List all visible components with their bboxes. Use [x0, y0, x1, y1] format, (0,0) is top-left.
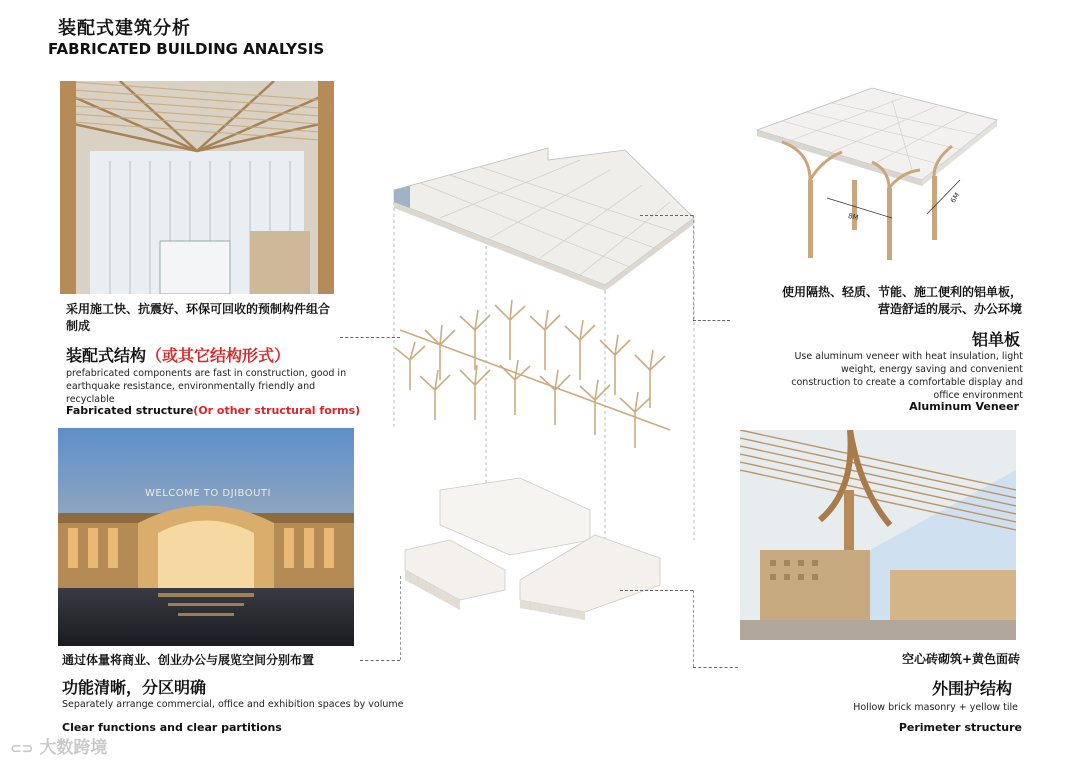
facade-render-photo	[58, 428, 354, 646]
structure-heading-cn-red: （或其它结构形式）	[146, 346, 291, 365]
structure-heading-cn: 装配式结构	[66, 346, 147, 365]
dimension-label-a: 8M	[847, 211, 860, 223]
veneer-canopy-diagram	[752, 80, 1002, 270]
veneer-desc-en: Use aluminum veneer with heat insulation, light weight, energy saving and convenient construction to create a comfortable display and office environment	[791, 351, 1023, 401]
welcome-sign: WELCOME TO DJIBOUTI	[145, 488, 271, 499]
perimeter-heading-cn: 外围护结构	[931, 679, 1012, 698]
dimension-label-b: 6M	[948, 191, 962, 205]
watermark-logo-icon: ⊂⊃	[10, 741, 34, 757]
page-title-en: FABRICATED BUILDING ANALYSIS	[48, 40, 325, 58]
interior-render-photo	[60, 81, 334, 294]
leader-line-veneer-top	[640, 215, 693, 216]
leader-line-perimeter-top	[620, 590, 693, 591]
leader-line-perimeter-h	[693, 667, 738, 668]
perimeter-caption-cn: 空心砖砌筑+黄色面砖	[901, 652, 1020, 666]
exploded-axonometric-diagram	[380, 130, 710, 620]
veneer-heading-cn: 铝单板	[971, 330, 1020, 349]
veneer-label-en: Aluminum Veneer	[909, 400, 1019, 413]
perimeter-desc-en: Hollow brick masonry + yellow tile	[853, 702, 1018, 713]
function-desc-en: Separately arrange commercial, office and exhibition spaces by volume	[62, 699, 404, 710]
structure-label	[66, 404, 360, 417]
structure-label-en-red: (Or other structural forms)	[193, 404, 361, 417]
structure-label-en: Fabricated structure	[66, 404, 194, 417]
function-label-en: Clear functions and clear partitions	[62, 721, 282, 734]
function-caption-cn: 通过体量将商业、创业办公与展览空间分别布置	[62, 653, 315, 667]
structure-caption-cn: 采用施工快、抗震好、环保可回收的预制构件组合制成	[66, 302, 331, 333]
leader-line-veneer-v	[693, 215, 694, 320]
perimeter-label-en: Perimeter structure	[898, 721, 1022, 734]
leader-line-structure	[340, 337, 400, 338]
leader-line-function-h	[360, 660, 400, 661]
structure-heading	[66, 343, 290, 366]
watermark-text: 大数跨境	[39, 738, 108, 758]
leader-line-veneer-h	[693, 320, 730, 321]
structure-desc-en: prefabricated components are fast in construction, good in earthquake resistance, environmentally friendly and recyclable	[66, 368, 347, 405]
page-title-cn: 装配式建筑分析	[58, 18, 191, 39]
leader-line-function-v	[400, 576, 401, 660]
veneer-caption-cn: 使用隔热、轻质、节能、施工便利的铝单板，营造舒适的展示、办公环境	[782, 285, 1023, 316]
function-heading-cn: 功能清晰，分区明确	[62, 678, 207, 697]
perimeter-render-photo	[740, 430, 1016, 640]
leader-line-perimeter-v	[693, 590, 694, 667]
watermark	[10, 733, 107, 758]
